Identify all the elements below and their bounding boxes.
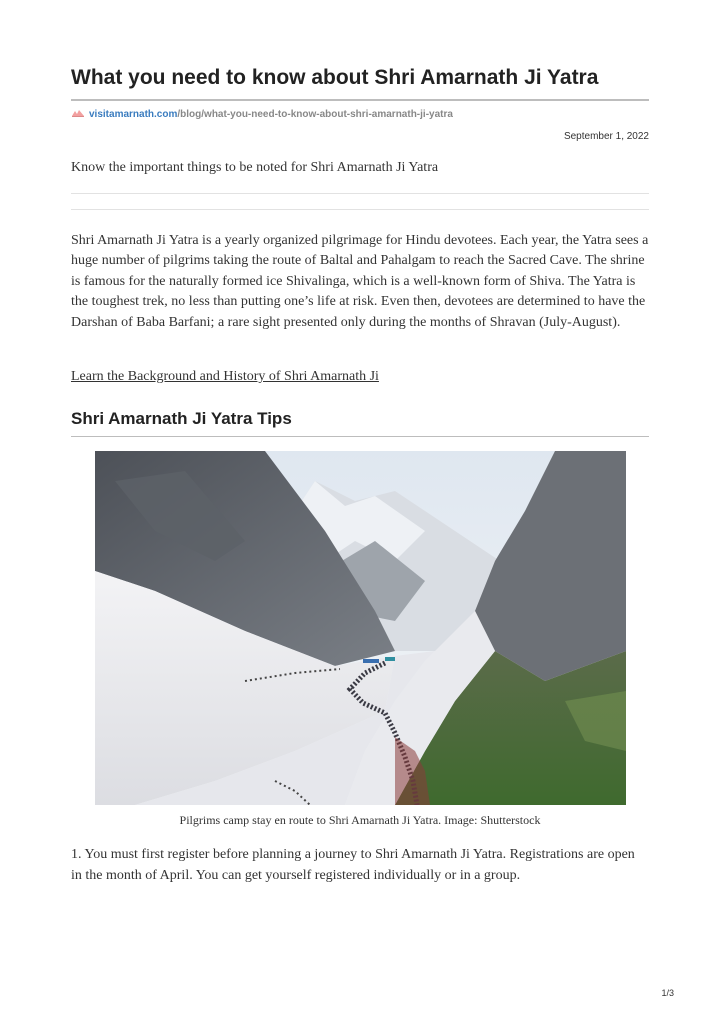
article-subtitle: Know the important things to be noted for Shri Amarnath Ji Yatra — [71, 160, 439, 175]
publish-date: September 1, 2022 — [563, 131, 649, 142]
section-divider — [71, 436, 649, 437]
source-path: /blog/what-you-need-to-know-about-shri-amarnath-ji-yatra — [177, 109, 453, 120]
page-title: What you need to know about Shri Amarnath Ji Yatra — [71, 66, 599, 89]
intro-paragraph: Shri Amarnath Ji Yatra is a yearly organized pilgrimage for Hindu devotees. Each year, the Yatra sees a huge number of pilgrims taking the route of Baltal and Pahalgam to reach the Sacred Cave. The shrine is famous for the naturally formed ice Shivalinga, which is a well-known form of Shiva. The Yatra is the toughest trek, no less than putting one’s life at risk. Even then, devotees are determined to have the Darshan of Baba Barfani; a rare sight presented only during the months of Shravan (July-August). — [71, 233, 649, 330]
source-domain: visitamarnath.com — [89, 109, 178, 120]
section-heading: Shri Amarnath Ji Yatra Tips — [71, 409, 292, 428]
pilgrims-valley-photo — [95, 451, 626, 805]
divider — [71, 209, 649, 210]
source-line — [71, 109, 453, 120]
tip-item-1: 1. You must first register before planning a journey to Shri Amarnath Ji Yatra. Registrations are open in the month of April. You can get yourself registered individually or in a group. — [71, 847, 635, 883]
site-logo-icon — [71, 109, 85, 118]
background-history-link[interactable]: Learn the Background and History of Shri Amarnath Ji — [71, 369, 379, 384]
page-number: 1/3 — [661, 988, 674, 998]
source-link[interactable] — [89, 109, 453, 120]
mountain-illustration — [95, 451, 626, 805]
divider — [71, 193, 649, 194]
image-caption: Pilgrims camp stay en route to Shri Amarnath Ji Yatra. Image: Shutterstock — [179, 813, 541, 827]
title-divider — [71, 99, 649, 101]
